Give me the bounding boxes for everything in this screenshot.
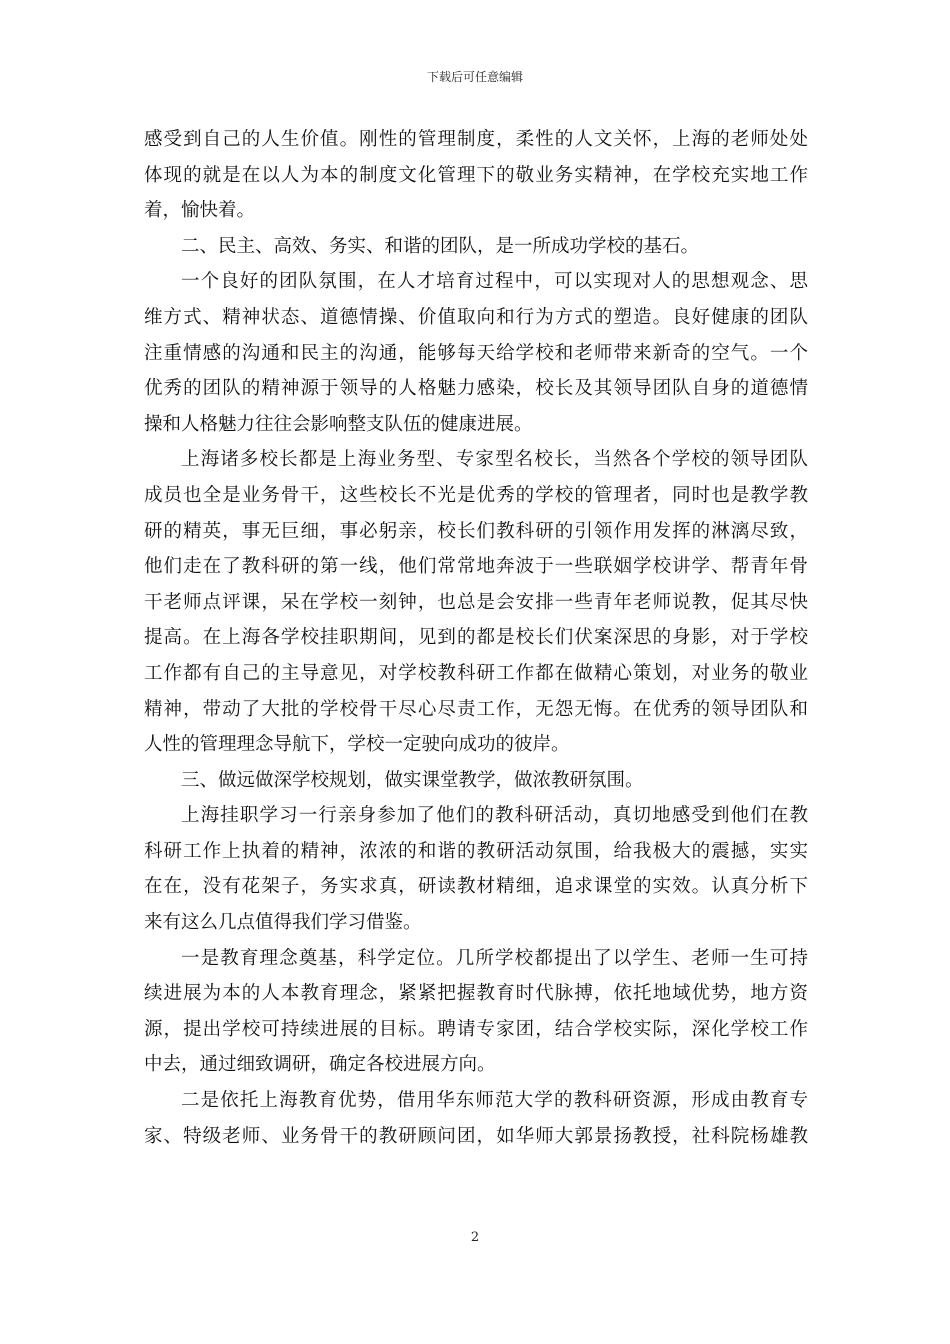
text-line: 上海诸多校长都是上海业务型、专家型名校长，当然各个学校的领导团队 <box>181 449 808 471</box>
text-line: 人性的管理理念导航下，学校一定驶向成功的彼岸。 <box>144 734 570 756</box>
text-line: 上海挂职学习一行亲身参加了他们的教科研活动，真切地感受到他们在教 <box>181 805 808 827</box>
text-line: 源，提出学校可持续进展的目标。聘请专家团，结合学校实际，深化学校工作 <box>144 1018 808 1040</box>
text-line: 干老师点评课，呆在学校一刻钟，也总是会安排一些青年老师说教，促其尽快 <box>144 591 808 613</box>
text-line: 着，愉快着。 <box>144 200 256 222</box>
text-line: 体现的就是在以人为本的制度文化管理下的敬业务实精神，在学校充实地工作 <box>144 164 808 186</box>
section-heading: 二、民主、高效、务实、和谐的团队，是一所成功学校的基石。 <box>181 235 700 257</box>
text-line: 他们走在了教科研的第一线，他们常常地奔波于一些联姻学校讲学、帮青年骨 <box>144 556 808 578</box>
text-line: 提高。在上海各学校挂职期间，见到的都是校长们伏案深思的身影，对于学校 <box>144 627 808 649</box>
page-number: 2 <box>470 1230 480 1245</box>
section-heading: 三、做远做深学校规划，做实课堂教学，做浓教研氛围。 <box>181 769 644 791</box>
text-line: 注重情感的沟通和民主的沟通，能够每天给学校和老师带来新奇的空气。一个 <box>144 342 808 364</box>
text-line: 工作都有自己的主导意见，对学校教科研工作都在做精心策划，对业务的敬业 <box>144 662 808 684</box>
text-line: 在在，没有花架子，务实求真，研读教材精细，追求课堂的实效。认真分析下 <box>144 876 808 898</box>
text-line: 科研工作上执着的精神，浓浓的和谐的教研活动氛围，给我极大的震撼，实实 <box>144 840 808 862</box>
text-line: 操和人格魅力往往会影响整支队伍的健康进展。 <box>144 413 533 435</box>
text-line: 家、特级老师、业务骨干的教研顾问团，如华师大郭景扬教授，社科院杨雄教 <box>144 1125 808 1147</box>
text-line: 优秀的团队的精神源于领导的人格魅力感染，校长及其领导团队自身的道德情 <box>144 378 808 400</box>
text-line: 中去，通过细致调研，确定各校进展方向。 <box>144 1054 496 1076</box>
page-header: 下载后可任意编辑 <box>426 70 523 84</box>
text-line: 续进展为本的人本教育理念，紧紧把握教育时代脉搏，依托地域优势，地方资 <box>144 983 808 1005</box>
text-line: 二是依托上海教育优势，借用华东师范大学的教科研资源，形成由教育专 <box>181 1090 808 1112</box>
text-line: 研的精英，事无巨细，事必躬亲，校长们教科研的引领作用发挥的淋漓尽致， <box>144 520 808 542</box>
text-line: 精神，带动了大批的学校骨干尽心尽责工作，无怨无悔。在优秀的领导团队和 <box>144 698 808 720</box>
text-line: 成员也全是业务骨干，这些校长不光是优秀的学校的管理者，同时也是教学教 <box>144 484 808 506</box>
text-line: 来有这么几点值得我们学习借鉴。 <box>144 912 422 934</box>
text-line: 一个良好的团队氛围，在人才培育过程中，可以实现对人的思想观念、思 <box>181 271 808 293</box>
text-line: 感受到自己的人生价值。刚性的管理制度，柔性的人文关怀，上海的老师处处 <box>144 129 808 150</box>
body-text <box>144 122 808 1154</box>
text-line: 一是教育理念奠基，科学定位。几所学校都提出了以学生、老师一生可持 <box>181 947 808 969</box>
text-line: 维方式、精神状态、道德情操、价值取向和行为方式的塑造。良好健康的团队 <box>144 306 808 328</box>
